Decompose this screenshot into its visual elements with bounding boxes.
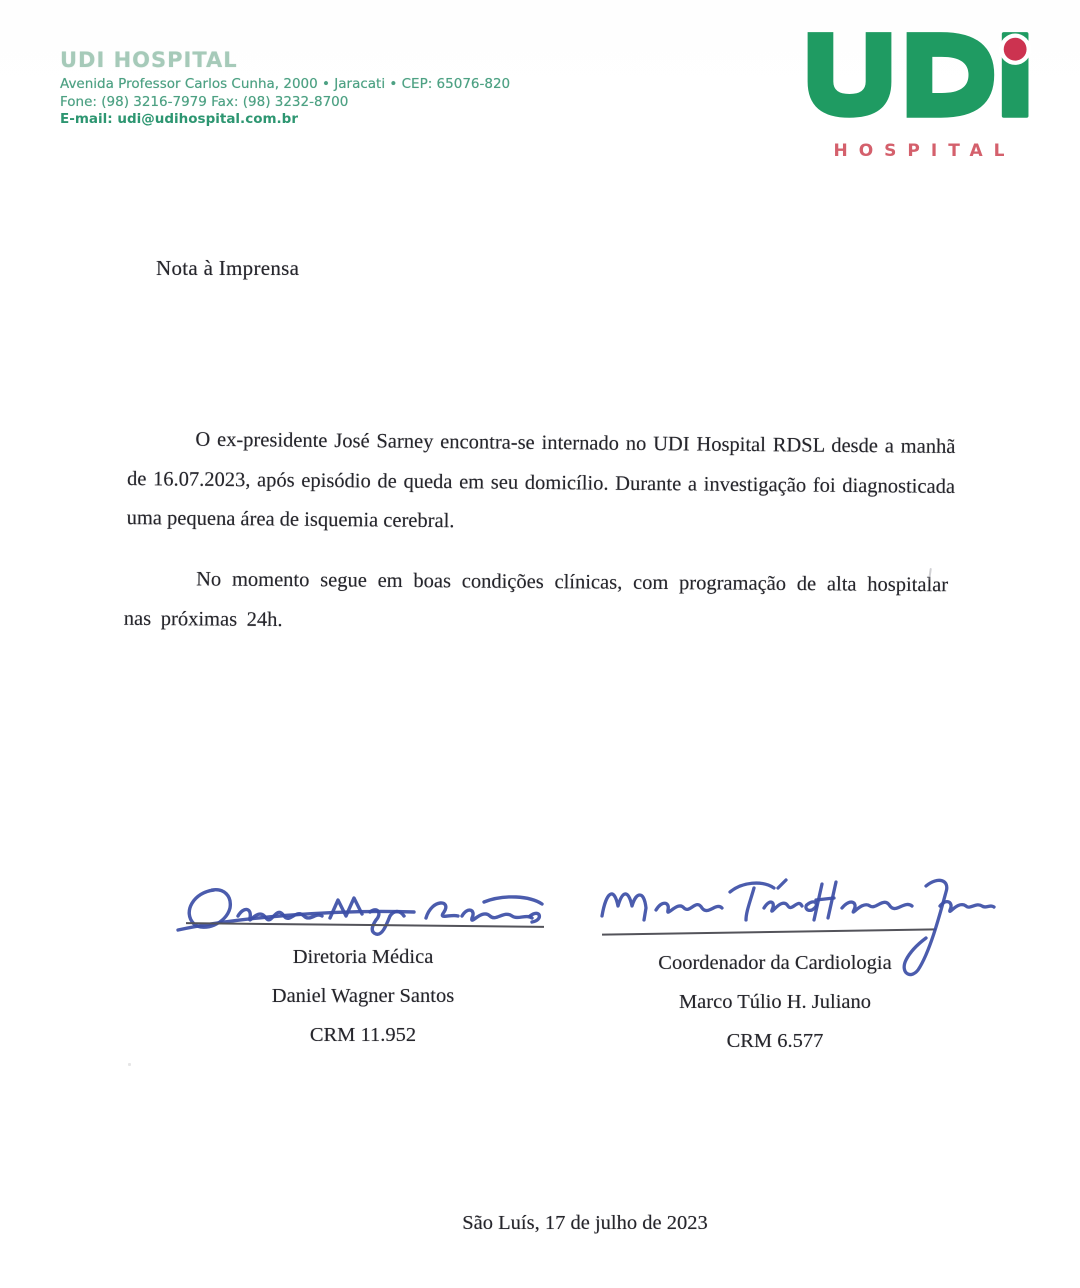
handwritten-signature-marco-tulio-hercos-juliano — [596, 862, 996, 984]
signer-crm: CRM 11.952 — [309, 1024, 417, 1046]
signer-crm: CRM 6.577 — [726, 1030, 824, 1052]
signer-role: Coordenador da Cardiologia — [658, 952, 892, 974]
paragraph-2: No momento segue em boas condições clínicas, com programação de alta hospitalar nas próximas 24h. — [123, 568, 949, 631]
handwritten-signature-daniel-wagner-santos — [174, 874, 546, 948]
paragraph-1: O ex-presidente José Sarney encontra-se internado no UDI Hospital RDSL desde a manhã de 16.07.2023, após episódio de queda em seu domicílio. Durante a investigação foi diagnosticada uma pequena área de isquemia cerebral. — [126, 428, 956, 533]
signer-name: Marco Túlio H. Juliano — [678, 991, 872, 1013]
signature-block-left — [168, 938, 558, 1055]
signer-name: Daniel Wagner Santos — [271, 985, 455, 1007]
letterhead — [60, 48, 510, 129]
city-date-line: São Luís, 17 de julho de 2023 — [462, 1212, 708, 1234]
signer-role: Diretoria Médica — [292, 946, 434, 968]
letterhead-hospital-name: UDI HOSPITAL — [60, 48, 238, 72]
letterhead-address: Avenida Professor Carlos Cunha, 2000 • Jaracati • CEP: 65076-820 — [60, 76, 511, 92]
logo-hospital-word: HOSPITAL — [833, 141, 1016, 161]
letterhead-phone-fax: Fone: (98) 3216-7979 Fax: (98) 3232-8700 — [60, 93, 349, 110]
udi-hospital-logo — [793, 28, 1045, 161]
logo-dot-red — [1004, 38, 1027, 61]
scan-artifact — [128, 1063, 131, 1066]
letterhead-email: E-mail: udi@udihospital.com.br — [60, 111, 298, 127]
note-title: Nota à Imprensa — [156, 256, 300, 280]
udi-logo-letters — [800, 28, 1038, 138]
